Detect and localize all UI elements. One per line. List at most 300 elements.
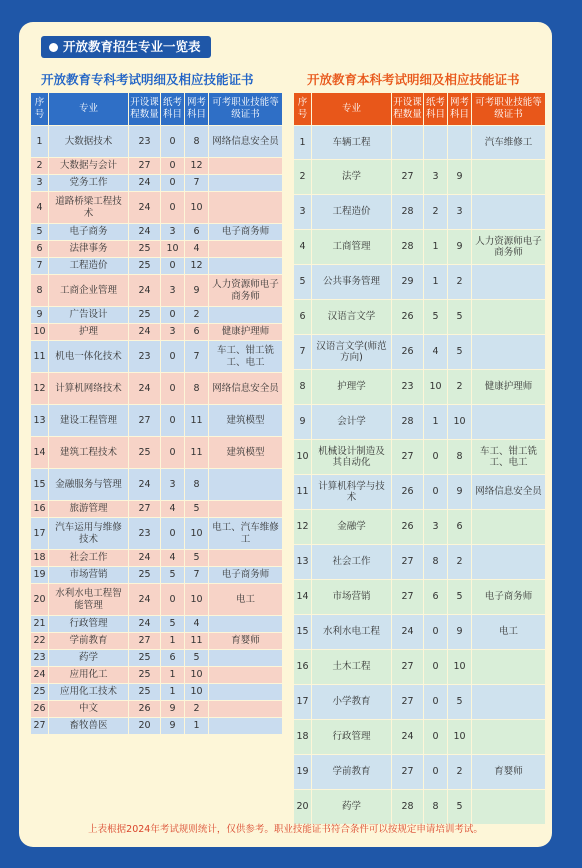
table-cell-col-certificate [472,545,546,580]
table-cell-col-seq: 23 [31,650,49,667]
table-cell-col-course-count [392,126,424,160]
table-row [31,307,283,324]
table-cell-col-seq: 25 [31,684,49,701]
table-row [294,265,546,300]
table-cell-col-online-exam: 2 [185,701,209,718]
table-cell-col-paper-exam: 0 [161,373,185,405]
table-cell-col-course-count: 23 [392,370,424,405]
table-cell-col-course-count: 24 [129,192,161,224]
table-row [294,160,546,195]
column-header-col-online-exam: 网考科目 [185,93,209,126]
table-cell-col-course-count: 26 [392,300,424,335]
table-row [294,440,546,475]
table-cell-col-paper-exam: 3 [161,469,185,501]
table-cell-col-certificate [472,790,546,825]
table-cell-col-seq: 10 [31,324,49,341]
table-cell-col-paper-exam: 0 [424,720,448,755]
table-cell-col-major: 应用化工 [49,667,129,684]
table-cell-col-certificate [209,501,283,518]
table-cell-col-online-exam: 10 [448,650,472,685]
table-cell-col-seq: 19 [31,567,49,584]
table-cell-col-online-exam: 7 [185,341,209,373]
table-cell-col-course-count: 27 [392,650,424,685]
table-cell-col-certificate: 人力资源师电子商务师 [209,275,283,307]
table-cell-col-major: 党务工作 [49,175,129,192]
table-cell-col-major: 会计学 [312,405,392,440]
table-cell-col-certificate [472,510,546,545]
column-header-col-seq: 序号 [294,93,312,126]
table-row [31,275,283,307]
table-cell-col-certificate: 健康护理师 [472,370,546,405]
table-row [294,510,546,545]
table-cell-col-certificate: 育婴师 [209,633,283,650]
table-cell-col-course-count: 27 [392,685,424,720]
table-cell-col-online-exam: 9 [448,160,472,195]
table-cell-col-seq: 17 [294,685,312,720]
table-cell-col-online-exam: 9 [448,475,472,510]
table-cell-col-seq: 11 [294,475,312,510]
column-header-col-certificate: 可考职业技能等级证书 [472,93,546,126]
table-row [31,616,283,633]
table-cell-col-course-count: 27 [129,633,161,650]
table-cell-col-seq: 2 [31,158,49,175]
table-cell-col-course-count: 25 [129,258,161,275]
table-cell-col-major: 旅游管理 [49,501,129,518]
table-cell-col-paper-exam: 8 [424,545,448,580]
table-cell-col-online-exam: 4 [185,616,209,633]
table-cell-col-major: 公共事务管理 [312,265,392,300]
table-cell-col-paper-exam: 6 [424,580,448,615]
table-cell-col-paper-exam: 0 [161,126,185,158]
table-cell-col-certificate [472,265,546,300]
table-cell-col-certificate: 车工、钳工铣工、电工 [472,440,546,475]
table-cell-col-major: 学前教育 [312,755,392,790]
table-cell-col-course-count: 24 [392,720,424,755]
table-row [31,258,283,275]
table-cell-col-paper-exam: 0 [424,475,448,510]
table-cell-col-course-count: 28 [392,405,424,440]
table-cell-col-paper-exam: 9 [161,701,185,718]
table-cell-col-course-count: 25 [129,567,161,584]
table-row [31,567,283,584]
table-cell-col-major: 金融学 [312,510,392,545]
table-cell-col-course-count: 25 [129,307,161,324]
table-cell-col-course-count: 25 [129,684,161,701]
table-cell-col-online-exam: 8 [448,440,472,475]
table-cell-col-paper-exam: 10 [424,370,448,405]
table-cell-col-paper-exam: 0 [424,755,448,790]
table-cell-col-major: 药学 [49,650,129,667]
table-cell-col-certificate: 网络信息安全员 [209,373,283,405]
table-cell-col-online-exam: 5 [448,300,472,335]
table-cell-col-major: 法律事务 [49,241,129,258]
table-cell-col-course-count: 27 [392,755,424,790]
table-cell-col-certificate: 电子商务师 [209,224,283,241]
table-cell-col-major: 行政管理 [49,616,129,633]
table-cell-col-paper-exam: 1 [161,684,185,701]
table-cell-col-online-exam: 7 [185,175,209,192]
table-cell-col-paper-exam: 0 [424,685,448,720]
table-header-row [294,93,546,126]
table-cell-col-major: 畜牧兽医 [49,718,129,735]
table-cell-col-course-count: 23 [129,518,161,550]
table-cell-col-paper-exam: 4 [161,550,185,567]
table-cell-col-course-count: 26 [392,510,424,545]
table-cell-col-certificate: 网络信息安全员 [472,475,546,510]
table-cell-col-seq: 3 [294,195,312,230]
table-cell-col-major: 建筑工程技术 [49,437,129,469]
table-row [31,501,283,518]
table-cell-col-paper-exam: 3 [424,510,448,545]
table-row [31,241,283,258]
table-cell-col-online-exam: 2 [448,265,472,300]
table-cell-col-paper-exam: 0 [424,440,448,475]
table-cell-col-major: 法学 [312,160,392,195]
table-cell-col-online-exam: 7 [185,567,209,584]
table-cell-col-major: 市场营销 [312,580,392,615]
table-cell-col-seq: 11 [31,341,49,373]
table-cell-col-course-count: 25 [129,437,161,469]
table-row [294,755,546,790]
table-cell-col-certificate: 人力资源师电子商务师 [472,230,546,265]
table-cell-col-online-exam: 1 [185,718,209,735]
table-cell-col-paper-exam: 2 [424,195,448,230]
table-cell-col-certificate: 车工、钳工铣工、电工 [209,341,283,373]
table-row [31,701,283,718]
table-cell-col-online-exam: 5 [448,685,472,720]
table-cell-col-course-count: 26 [129,701,161,718]
table-cell-col-course-count: 27 [392,580,424,615]
table-cell-col-paper-exam: 0 [161,341,185,373]
table-row [31,469,283,501]
table-cell-col-course-count: 25 [129,241,161,258]
table-cell-col-seq: 14 [31,437,49,469]
table-cell-col-course-count: 24 [129,616,161,633]
table-cell-col-certificate: 电子商务师 [472,580,546,615]
table-cell-col-paper-exam: 0 [161,307,185,324]
table-cell-col-course-count: 24 [129,373,161,405]
table-cell-col-course-count: 27 [392,160,424,195]
table-row [294,790,546,825]
table-cell-col-certificate: 建筑模型 [209,405,283,437]
table-cell-col-paper-exam: 3 [161,224,185,241]
table-cell-col-major: 金融服务与管理 [49,469,129,501]
table-cell-col-certificate [209,667,283,684]
header-badge [41,36,211,58]
column-header-col-course-count: 开设课程数量 [129,93,161,126]
table-cell-col-major: 护理 [49,324,129,341]
table-cell-col-paper-exam: 0 [161,437,185,469]
table-row [294,405,546,440]
table-cell-col-online-exam: 10 [185,192,209,224]
table-row [31,341,283,373]
table-cell-col-online-exam: 8 [185,126,209,158]
table-cell-col-seq: 15 [294,615,312,650]
table-cell-col-online-exam: 10 [185,584,209,616]
table-cell-col-seq: 2 [294,160,312,195]
table-cell-col-major: 机械设计制造及其自动化 [312,440,392,475]
table-cell-col-seq: 4 [31,192,49,224]
table-cell-col-major: 药学 [312,790,392,825]
table-cell-col-paper-exam: 0 [161,158,185,175]
table-cell-col-certificate [209,684,283,701]
table-cell-col-certificate: 建筑模型 [209,437,283,469]
table-cell-col-course-count: 27 [392,440,424,475]
table-cell-col-seq: 24 [31,667,49,684]
table-cell-col-seq: 17 [31,518,49,550]
table-cell-col-online-exam: 11 [185,633,209,650]
table-cell-col-course-count: 24 [129,275,161,307]
table-cell-col-online-exam: 10 [448,405,472,440]
table-cell-col-seq: 14 [294,580,312,615]
table-cell-col-online-exam: 4 [185,241,209,258]
table-cell-col-major: 社会工作 [312,545,392,580]
table-cell-col-seq: 1 [294,126,312,160]
table-row [31,650,283,667]
table-cell-col-certificate [472,685,546,720]
table-cell-col-course-count: 24 [392,615,424,650]
table-row [294,126,546,160]
table-cell-col-major: 车辆工程 [312,126,392,160]
table-cell-col-major: 行政管理 [312,720,392,755]
table-cell-col-certificate [472,650,546,685]
table-row [31,718,283,735]
table-cell-col-seq: 12 [294,510,312,545]
table-cell-col-certificate [209,650,283,667]
vocational-program-table [30,92,283,735]
table-row [294,300,546,335]
table-cell-col-paper-exam: 3 [424,160,448,195]
table-row [31,192,283,224]
table-cell-col-major: 建设工程管理 [49,405,129,437]
table-cell-col-seq: 18 [31,550,49,567]
table-cell-col-certificate [209,469,283,501]
table-cell-col-seq: 27 [31,718,49,735]
table-cell-col-paper-exam: 0 [161,518,185,550]
table-cell-col-seq: 12 [31,373,49,405]
table-cell-col-course-count: 24 [129,324,161,341]
table-cell-col-online-exam: 5 [448,790,472,825]
table-row [294,195,546,230]
table-cell-col-course-count: 24 [129,469,161,501]
table-cell-col-paper-exam: 1 [424,405,448,440]
table-cell-col-seq: 16 [294,650,312,685]
table-cell-col-paper-exam: 4 [424,335,448,370]
table-cell-col-seq: 4 [294,230,312,265]
table-cell-col-major: 汽车运用与维修技术 [49,518,129,550]
table-row [31,633,283,650]
table-cell-col-major: 中文 [49,701,129,718]
column-header-col-course-count: 开设课程数量 [392,93,424,126]
table-cell-col-online-exam [448,126,472,160]
table-cell-col-paper-exam: 0 [161,584,185,616]
table-cell-col-online-exam: 8 [185,373,209,405]
table-cell-col-major: 工程造价 [312,195,392,230]
table-row [31,158,283,175]
table-cell-col-course-count: 24 [129,550,161,567]
footer-note: 上表根据2024年考试规则统计，仅供参考。职业技能证书符合条件可以按规定申请培训考试。 [88,824,483,835]
table-row [31,518,283,550]
table-cell-col-seq: 21 [31,616,49,633]
table-cell-col-paper-exam: 0 [161,192,185,224]
table-cell-col-major: 汉语言文学(师范方向) [312,335,392,370]
table-cell-col-course-count: 25 [129,667,161,684]
table-cell-col-course-count: 27 [392,545,424,580]
table-cell-col-online-exam: 10 [448,720,472,755]
table-cell-col-online-exam: 10 [185,518,209,550]
table-cell-col-seq: 9 [294,405,312,440]
table-row [31,373,283,405]
table-cell-col-major: 学前教育 [49,633,129,650]
left-section-title: 开放教育专科考试明细及相应技能证书 [41,72,254,87]
table-cell-col-major: 机电一体化技术 [49,341,129,373]
table-cell-col-major: 水利水电工程 [312,615,392,650]
table-cell-col-certificate: 电工 [472,615,546,650]
table-cell-col-online-exam: 6 [185,324,209,341]
table-cell-col-certificate: 电工、汽车维修工 [209,518,283,550]
table-cell-col-course-count: 28 [392,790,424,825]
table-cell-col-seq: 1 [31,126,49,158]
table-cell-col-paper-exam: 5 [161,567,185,584]
table-row [31,584,283,616]
table-cell-col-online-exam: 5 [185,650,209,667]
table-row [294,615,546,650]
column-header-col-seq: 序号 [31,93,49,126]
table-cell-col-certificate [472,300,546,335]
table-cell-col-seq: 10 [294,440,312,475]
table-cell-col-seq: 5 [294,265,312,300]
table-row [294,335,546,370]
table-cell-col-online-exam: 9 [448,615,472,650]
table-cell-col-major: 道路桥梁工程技术 [49,192,129,224]
table-cell-col-certificate [209,258,283,275]
table-cell-col-paper-exam: 9 [161,718,185,735]
column-header-col-major: 专业 [312,93,392,126]
table-cell-col-seq: 7 [294,335,312,370]
table-row [294,475,546,510]
table-cell-col-certificate [209,192,283,224]
table-cell-col-seq: 8 [294,370,312,405]
table-cell-col-certificate [209,616,283,633]
table-row [31,550,283,567]
table-cell-col-course-count: 27 [129,158,161,175]
column-header-col-major: 专业 [49,93,129,126]
brochure-card [19,22,552,847]
table-row [294,230,546,265]
bullet-dot-icon [49,43,58,52]
table-cell-col-certificate [472,160,546,195]
table-cell-col-major: 工程造价 [49,258,129,275]
table-row [31,126,283,158]
table-row [294,580,546,615]
table-cell-col-seq: 7 [31,258,49,275]
table-cell-col-course-count: 28 [392,230,424,265]
table-cell-col-certificate [472,335,546,370]
table-cell-col-certificate [209,158,283,175]
table-row [294,720,546,755]
table-cell-col-certificate: 健康护理师 [209,324,283,341]
table-cell-col-paper-exam: 0 [161,175,185,192]
table-cell-col-major: 广告设计 [49,307,129,324]
table-cell-col-paper-exam: 5 [161,616,185,633]
table-cell-col-course-count: 24 [129,224,161,241]
table-cell-col-major: 市场营销 [49,567,129,584]
table-cell-col-seq: 18 [294,720,312,755]
table-cell-col-course-count: 23 [129,126,161,158]
table-cell-col-paper-exam: 0 [161,405,185,437]
table-cell-col-online-exam: 12 [185,258,209,275]
table-cell-col-paper-exam: 1 [424,265,448,300]
table-header-row [31,93,283,126]
table-cell-col-certificate [472,720,546,755]
table-row [31,175,283,192]
table-cell-col-certificate: 电子商务师 [209,567,283,584]
table-row [31,405,283,437]
table-cell-col-online-exam: 2 [448,545,472,580]
table-cell-col-course-count: 24 [129,175,161,192]
table-cell-col-paper-exam: 0 [424,615,448,650]
table-cell-col-paper-exam: 10 [161,241,185,258]
table-cell-col-seq: 20 [31,584,49,616]
table-cell-col-seq: 6 [31,241,49,258]
table-cell-col-online-exam: 12 [185,158,209,175]
table-cell-col-major: 护理学 [312,370,392,405]
table-cell-col-major: 小学教育 [312,685,392,720]
table-cell-col-major: 电子商务 [49,224,129,241]
table-cell-col-seq: 19 [294,755,312,790]
table-cell-col-online-exam: 6 [448,510,472,545]
table-cell-col-course-count: 25 [129,650,161,667]
table-cell-col-course-count: 26 [392,475,424,510]
table-cell-col-online-exam: 6 [185,224,209,241]
table-cell-col-certificate: 网络信息安全员 [209,126,283,158]
table-cell-col-course-count: 23 [129,341,161,373]
table-cell-col-course-count: 20 [129,718,161,735]
table-row [31,224,283,241]
table-cell-col-major: 应用化工技术 [49,684,129,701]
table-cell-col-certificate [209,718,283,735]
table-cell-col-online-exam: 11 [185,437,209,469]
table-cell-col-online-exam: 2 [448,755,472,790]
table-cell-col-paper-exam: 3 [161,324,185,341]
column-header-col-certificate: 可考职业技能等级证书 [209,93,283,126]
table-cell-col-online-exam: 10 [185,667,209,684]
table-cell-col-certificate [209,241,283,258]
table-cell-col-certificate [209,175,283,192]
table-cell-col-online-exam: 2 [448,370,472,405]
table-cell-col-seq: 8 [31,275,49,307]
table-cell-col-major: 土木工程 [312,650,392,685]
table-cell-col-certificate [209,550,283,567]
table-cell-col-online-exam: 11 [185,405,209,437]
table-cell-col-certificate: 汽车维修工 [472,126,546,160]
table-cell-col-major: 工商管理 [312,230,392,265]
table-row [294,685,546,720]
table-cell-col-major: 水利水电工程智能管理 [49,584,129,616]
table-cell-col-course-count: 27 [129,405,161,437]
table-cell-col-certificate: 电工 [209,584,283,616]
table-cell-col-seq: 3 [31,175,49,192]
table-cell-col-paper-exam: 1 [161,667,185,684]
column-header-col-paper-exam: 纸考科目 [424,93,448,126]
table-cell-col-seq: 15 [31,469,49,501]
table-cell-col-seq: 22 [31,633,49,650]
table-cell-col-online-exam: 5 [448,580,472,615]
table-cell-col-paper-exam: 5 [424,300,448,335]
table-cell-col-online-exam: 5 [448,335,472,370]
table-cell-col-certificate [209,701,283,718]
table-cell-col-paper-exam [424,126,448,160]
